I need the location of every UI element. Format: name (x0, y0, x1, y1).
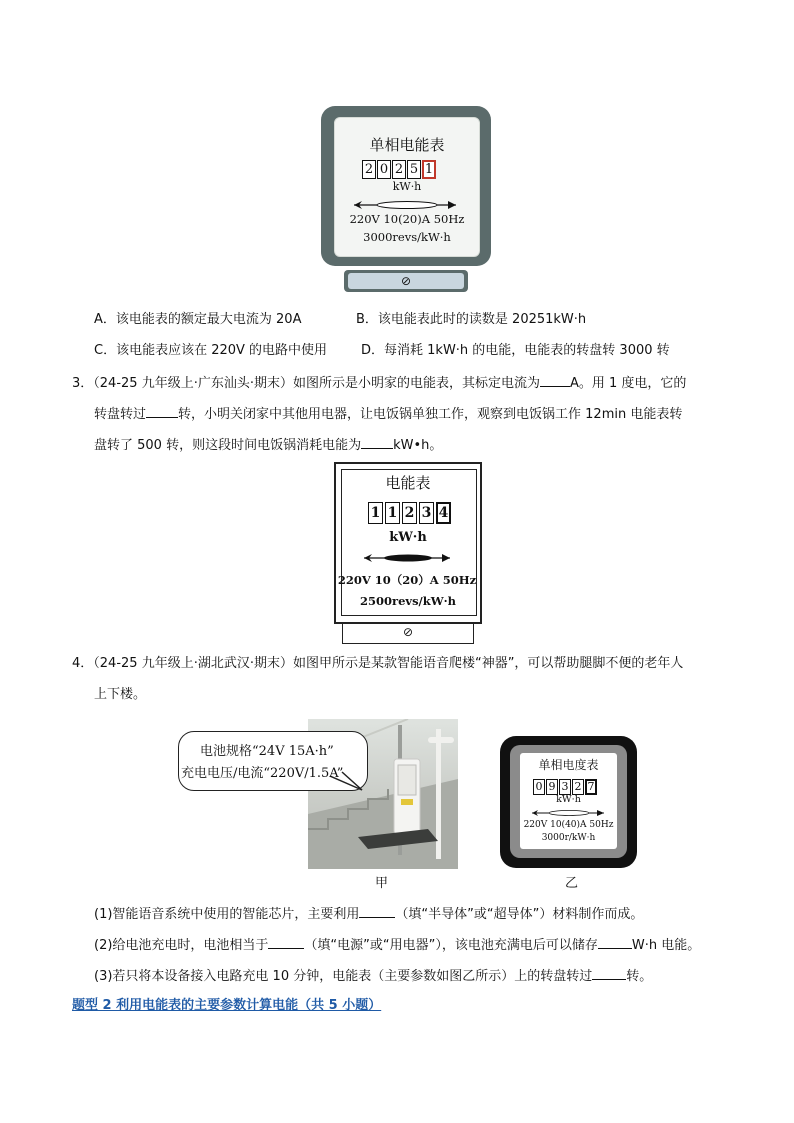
meter1-digit: 2 (362, 160, 376, 179)
bubble-battery-spec: 电池规格“24V 15A·h” (200, 744, 334, 759)
answer-blank[interactable] (268, 934, 304, 949)
meter3-digit-decimal: 7 (585, 779, 597, 795)
meter1-spec-voltage: 220V 10(20)A 50Hz (349, 212, 465, 226)
question-4-sub2 (94, 934, 700, 956)
meter3-unit: kW·h (556, 794, 581, 805)
meter2-digit: 1 (368, 502, 383, 524)
meter2-digit: 2 (402, 502, 417, 524)
meter3-digit: 0 (533, 779, 545, 795)
question-4-text: （24-25 九年级上·湖北武汉·期末）如图甲所示是某款智能语音爬楼“神器”，可以帮助腿脚不便的老年人 (93, 656, 684, 671)
meter1-digit: 0 (377, 160, 391, 179)
meter2-disc-arrow-icon (362, 551, 454, 565)
meter3-title: 单相电度表 (538, 758, 599, 772)
question-3-text: A。用 1 度电，它的 (569, 376, 687, 391)
meter2-digit-decimal: 4 (436, 502, 451, 524)
section-title: 题型 2 利用电能表的主要参数计算电能（共 5 小题） (72, 998, 382, 1013)
answer-blank[interactable] (540, 372, 570, 387)
question-3-line2 (94, 403, 682, 425)
question-4-sub3 (94, 965, 652, 987)
sub-question-text: （填“半导体”或“超导体”）材料制作而成。 (395, 907, 644, 922)
question-3-line3 (94, 434, 442, 456)
meter2-title: 电能表 (385, 474, 431, 492)
question-4-number: 4． (72, 656, 94, 671)
meter2-digit: 3 (419, 502, 434, 524)
meter1-digit-decimal: 1 (422, 160, 436, 179)
answer-blank[interactable] (598, 934, 632, 949)
meter2-digit: 1 (385, 502, 400, 524)
meter3-digit: 2 (572, 779, 584, 795)
answer-blank[interactable] (146, 403, 178, 418)
answer-blank[interactable] (359, 903, 395, 918)
option-d: D．每消耗 1kW·h 的电能，电能表的转盘转 3000 转 (361, 343, 670, 358)
question-3-text: 转盘转过 (94, 407, 147, 422)
option-c: C．该电能表应该在 220V 的电路中使用 (94, 343, 328, 358)
meter1-base-symbol-icon: ⊘ (400, 274, 412, 288)
option-b: B．该电能表此时的读数是 20251kW·h (356, 312, 587, 327)
option-a: A．该电能表的额定最大电流为 20A (94, 312, 302, 327)
meter2-spec-voltage: 220V 10（20）A 50Hz (337, 573, 477, 587)
answer-blank[interactable] (592, 965, 626, 980)
question-4-line1 (72, 654, 683, 674)
question-3-number: 3． (72, 376, 94, 391)
question-3-line1 (72, 372, 686, 394)
question-4-line2: 上下楼。 (94, 687, 147, 702)
sub-question-text: 转。 (626, 969, 653, 984)
meter1-unit: kW·h (392, 180, 422, 193)
meter2-unit: kW·h (389, 530, 427, 545)
sub-question-text: （填“电源”或“用电器”），该电池充满电后可以储存 (304, 938, 598, 953)
question-3-text: 盘转了 500 转，则这段时间电饭锅消耗电能为 (94, 438, 362, 453)
caption-jia: 甲 (375, 876, 389, 891)
meter1-digit: 2 (392, 160, 406, 179)
meter1-title: 单相电能表 (369, 136, 445, 154)
meter1-disc-arrow-icon (352, 198, 462, 212)
sub-question-text: (1)智能语音系统中使用的智能芯片，主要利用 (94, 907, 360, 922)
meter2-base-symbol-icon: ⊘ (402, 625, 414, 639)
meter3-disc-arrow-icon (530, 808, 608, 818)
meter3-digit: 9 (546, 779, 558, 795)
meter2-digits (368, 502, 458, 524)
meter1-digits (362, 158, 452, 179)
question-3-text: 转，小明关闭家中其他用电器，让电饭锅单独工作，观察到电饭锅工作 12min 电能表转 (178, 407, 683, 422)
answer-blank[interactable] (361, 434, 393, 449)
caption-yi: 乙 (565, 876, 579, 891)
meter3-digit: 3 (559, 779, 571, 795)
meter3-digits (533, 775, 613, 795)
question-4-sub1 (94, 903, 643, 925)
bubble-charge-spec: 充电电压/电流“220V/1.5A” (181, 766, 344, 781)
meter3-spec-revs: 3000r/kW·h (541, 833, 596, 843)
meter3-spec-voltage: 220V 10(40)A 50Hz (523, 820, 614, 830)
meter1-digit: 5 (407, 160, 421, 179)
sub-question-text: (3)若只将本设备接入电路充电 10 分钟，电能表（主要参数如图乙所示）上的转盘转过 (94, 969, 593, 984)
sub-question-text: W·h 电能。 (631, 938, 701, 953)
meter2-spec-revs: 2500revs/kW·h (360, 594, 456, 608)
question-3-text: （24-25 九年级上·广东汕头·期末）如图所示是小明家的电能表，其标定电流为 (93, 376, 540, 391)
meter1-spec-revs: 3000revs/kW·h (363, 230, 451, 244)
question-3-text: kW•h。 (393, 438, 443, 453)
sub-question-text: (2)给电池充电时，电池相当于 (94, 938, 269, 953)
